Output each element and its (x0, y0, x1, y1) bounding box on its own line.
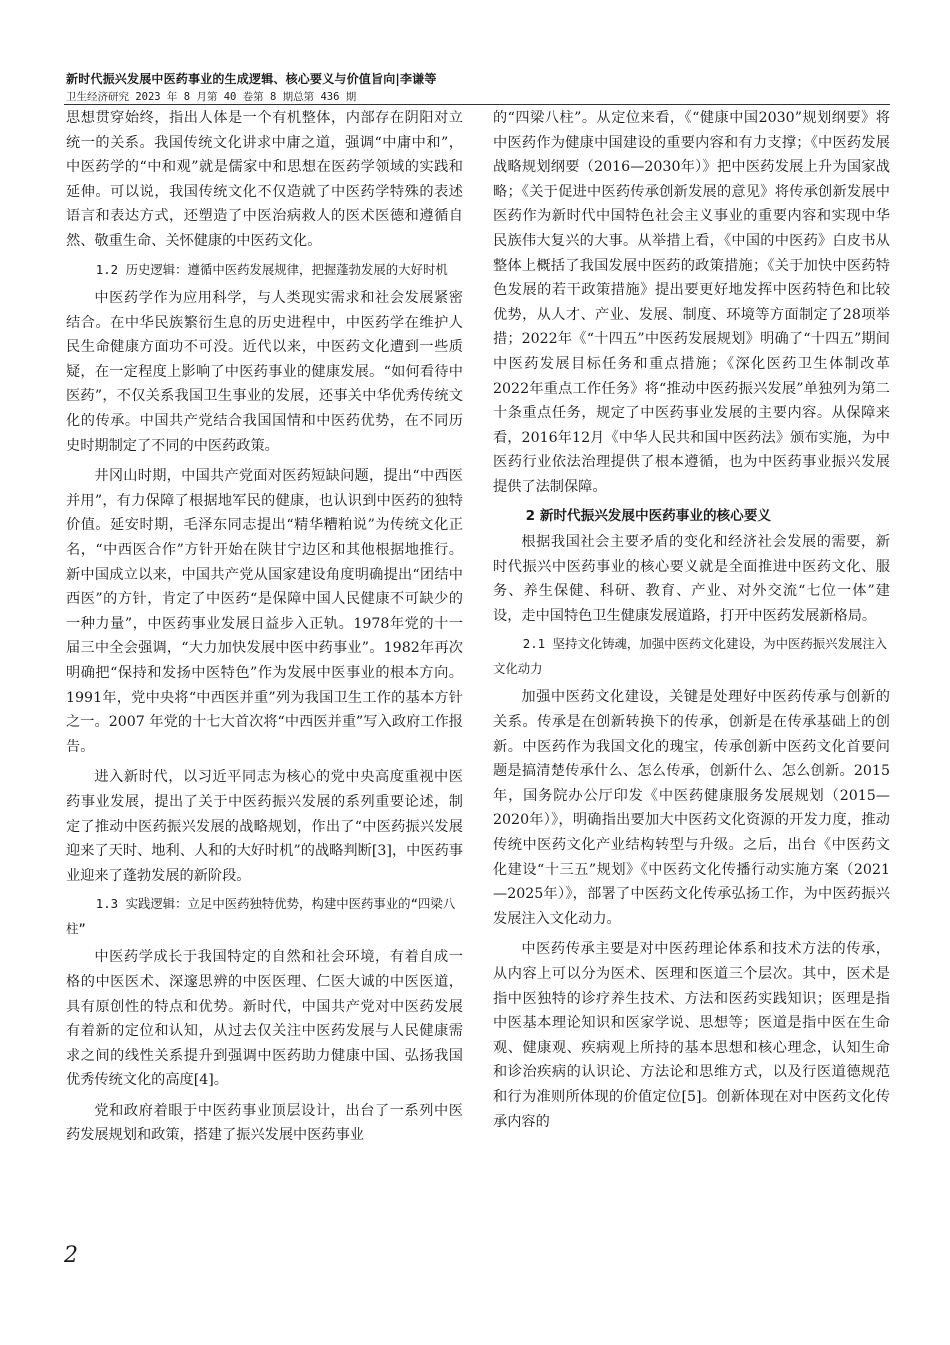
subsection-heading-2-1: 2.1 坚持文化铸魂，加强中医药文化建设，为中医药振兴发展注入文化动力 (493, 636, 888, 676)
subsection-heading-1-2: 1.2 历史逻辑：遵循中医药发展规律，把握蓬勃发展的大好时机 (95, 261, 448, 277)
paragraph: 根据我国社会主要矛盾的变化和经济社会发展的需要，新时代振兴中医药事业的核心要义就是全面推进中医药文化、服务、养生保健、科研、教育、产业、对外交流“七位一体”建设，走中国特色卫生健康发展道路，打开中医药发展新格局。 (493, 534, 890, 624)
right-column (493, 106, 890, 1134)
paragraph: 井冈山时期，中国共产党面对医药短缺问题，提出“中西医并用”，有力保障了根据地军民的健康，也认识到中医药的独特价值。延安时期，毛泽东同志提出“精华糟粕说”为传统文化正名，“中西医合作”方针开始在陕甘宁边区和其他根据地推行。新中国成立以来，中国共产党从国家建设角度明确提出“团结中西医”的方针，肯定了中医药“是保障中国人民健康不可缺少的一种力量”，中医药事业发展日益步入正轨。1978年党的十一届三中全会强调，“大力加快发展中医中药事业”。1982年再次明确把“保持和发扬中医特色”作为发展中医事业的根本方向。1991年，党中央将“中西医并重”列为我国卫生工作的基本方针之一。2007 年党的十七大首次将“中西医并重”写入政府工作报告。 (66, 468, 463, 755)
subsection-heading-1-3: 1.3 实践逻辑：立足中医药独特优势，构建中医药事业的“四梁八柱” (66, 896, 456, 936)
paragraph: 党和政府着眼于中医药事业顶层设计，出台了一系列中医药发展规划和政策，搭建了振兴发展中医药事业 (66, 1102, 463, 1144)
left-column (66, 106, 463, 1148)
paragraph: 中医药学成长于我国特定的自然和社会环境，有着自成一格的中医医术、深邃思辨的中医医理、仁医大诚的中医医道，具有原创性的特点和优势。新时代，中国共产党对中医药发展有着新的定位和认知，从过去仅关注中医药发展与人民健康需求之间的线性关系提升到强调中医药助力健康中国、弘扬我国优秀传统文化的高度[4]。 (66, 949, 463, 1089)
paragraph: 进入新时代，以习近平同志为核心的党中央高度重视中医药事业发展，提出了关于中医药振兴发展的系列重要论述，制定了推动中医药振兴发展的战略规划，作出了“中医药振兴发展迎来了天时、地利、人和的大好时机”的战略判断[3]，中医药事业迎来了蓬勃发展的新阶段。 (66, 769, 463, 884)
page-number: 2 (64, 1243, 78, 1268)
paragraph: 思想贯穿始终，指出人体是一个有机整体，内部存在阴阳对立统一的关系。我国传统文化讲求中庸之道，强调“中庸中和”，中医药学的“中和观”就是儒家中和思想在医药学领域的实践和延伸。可以说，我国传统文化不仅造就了中医药学特殊的表述语言和表达方式，还塑造了中医治病救人的医术医德和遵循自然、敬重生命、关怀健康的中医药文化。 (66, 110, 463, 249)
paragraph: 中医药传承主要是对中医药理论体系和技术方法的传承，从内容上可以分为医术、医理和医道三个层次。其中，医术是指中医独特的诊疗养生技术、方法和医药实践知识；医理是指中医基本理论知识和医家学说、思想等；医道是指中医在生命观、健康观、疾病观上所持的基本思想和核心理念，认知生命和诊治疾病的认识论、方法论和思维方式，以及行医道德规范和行为准则所体现的价值定位[5]。创新体现在对中医药文化传承内容的 (493, 941, 890, 1130)
paragraph: 中医药学作为应用科学，与人类现实需求和社会发展紧密结合。在中华民族繁衍生息的历史进程中，中医药学在维护人民生命健康方面功不可没。近代以来，中医药文化遭到一些质疑，在一定程度上影响了中医药事业的健康发展。“如何看待中医药”，不仅关系我国卫生事业的发展，还事关中华优秀传统文化的传承。中国共产党结合我国国情和中医药优势，在不同历史时期制定了不同的中医药政策。 (66, 290, 463, 454)
paragraph: 加强中医药文化建设，关键是处理好中医药传承与创新的关系。传承是在创新转换下的传承，创新是在传承基础上的创新。中医药作为我国文化的瑰宝，传承创新中医药文化首要问题是搞清楚传承什么、怎么传承，创新什么、怎么创新。2015年，国务院办公厅印发《中医药健康服务发展规划（2015—2020年）》，明确指出要加大中医药文化资源的开发力度，推动传统中医药文化产业结构转型与升级。之后，出台《中医药文化建设“十三五”规划》《中医药文化传播行动实施方案（2021—2025年）》，部署了中医药文化传承弘扬工作，为中医药振兴发展注入文化动力。 (493, 689, 890, 927)
paragraph: 的“四梁八柱”。从定位来看，《“健康中国2030”规划纲要》将中医药作为健康中国建设的重要内容和有力支撑；《中医药发展战略规划纲要（2016—2030年）》把中医药发展上升为国家战略；《关于促进中医药传承创新发展的意见》将传承创新发展中医药作为新时代中国特色社会主义事业的重要内容和实现中华民族伟大复兴的大事。从举措上看，《中国的中医药》白皮书从整体上概括了我国发展中医药的政策措施；《关于加快中医药特色发展的若干政策措施》提出要更好地发挥中医药特色和比较优势，从人才、产业、发展、制度、环境等方面制定了28项举措；2022年《“十四五”中医药发展规划》明确了“十四五”期间中医药发展目标任务和重点措施；《深化医药卫生体制改革2022年重点工作任务》将“推动中医药振兴发展”单独列为第二十条重点任务，规定了中医药事业发展的主要内容。从保障来看，2016年12月《中华人民共和国中医药法》颁布实施，为中医药行业依法治理提供了根本遵循，也为中医药事业振兴发展提供了法制保障。 (493, 110, 890, 495)
section-heading-2: 2 新时代振兴发展中医药事业的核心要义 (525, 507, 771, 524)
header-divider (64, 104, 890, 105)
journal-citation: 卫生经济研究 2023 年 8 月第 40 卷第 8 期总第 436 期 (66, 91, 357, 103)
running-header-title: 新时代振兴发展中医药事业的生成逻辑、核心要义与价值旨向|李谦等 (66, 72, 437, 86)
